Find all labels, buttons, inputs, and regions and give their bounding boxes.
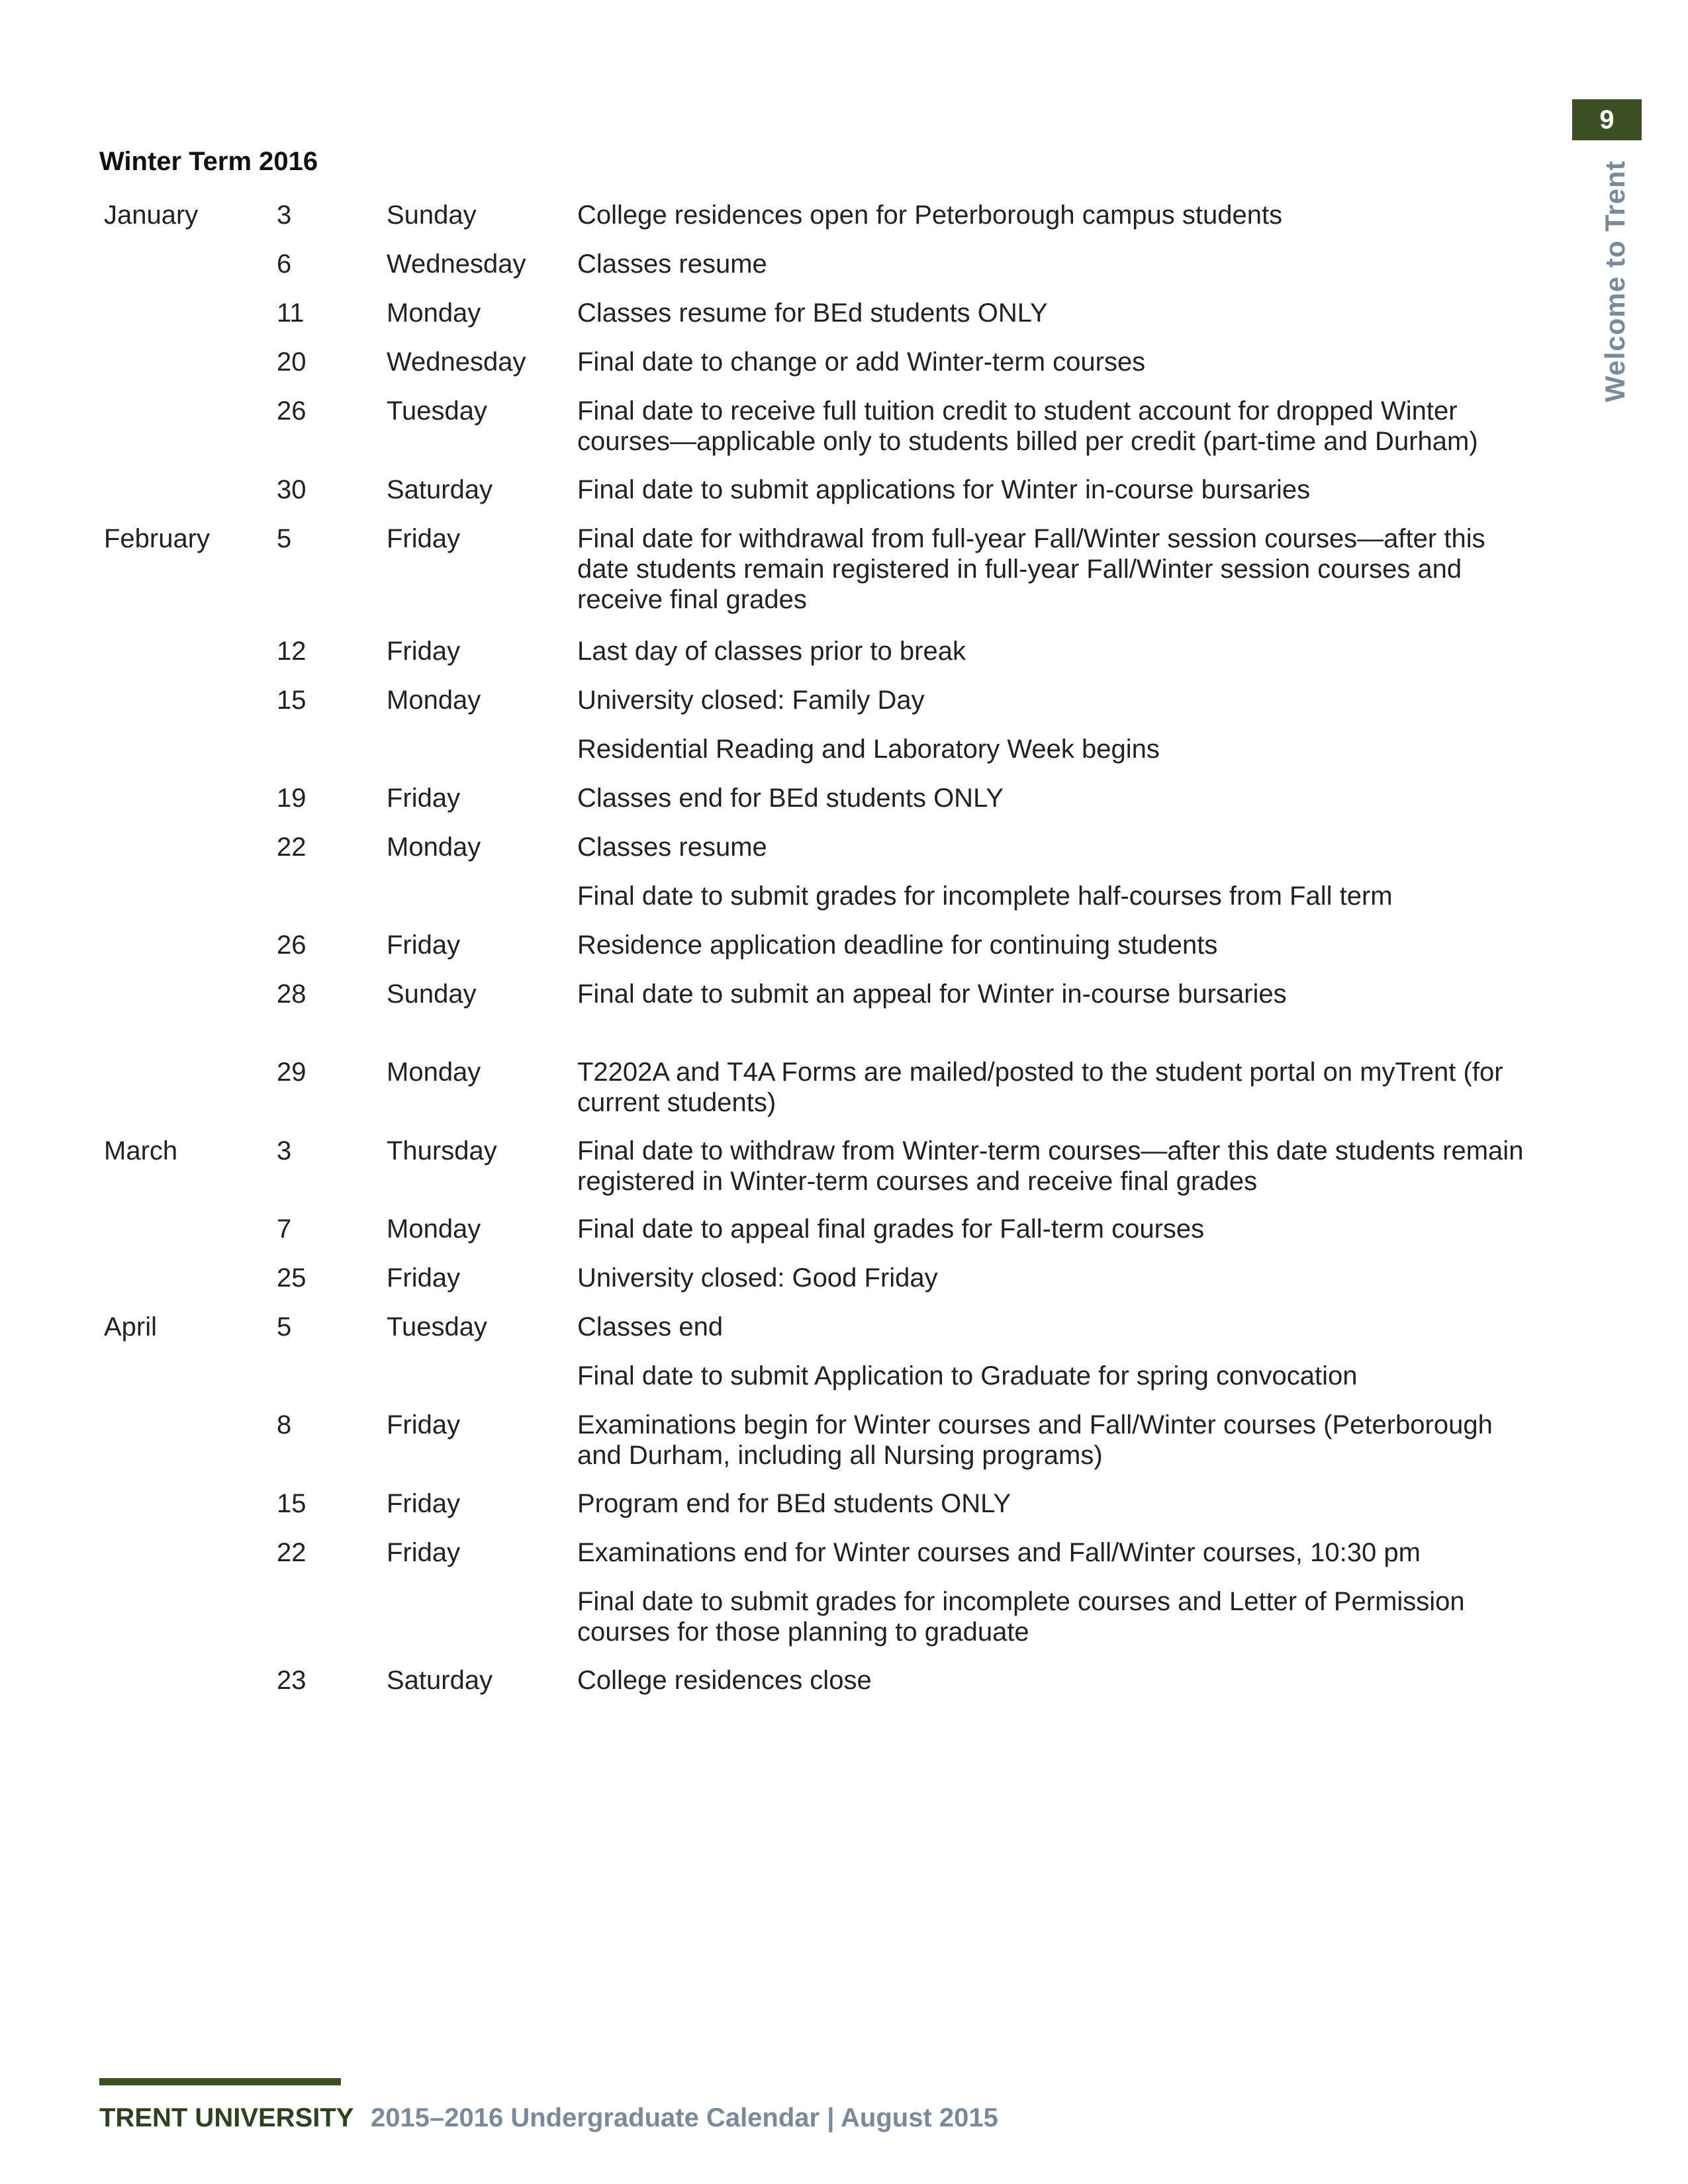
weekday-cell: Wednesday [387,347,526,377]
weekday-cell: Monday [387,298,481,328]
day-cell: 22 [277,1538,306,1567]
term-title: Winter Term 2016 [99,147,318,176]
day-cell: 22 [277,833,306,862]
weekday-cell: Wednesday [387,250,526,279]
day-cell: 20 [277,347,306,377]
day-cell: 6 [277,250,292,279]
event-cell: Final date to submit grades for incomplete half-courses from Fall term [577,882,1393,911]
weekday-cell: Monday [387,1058,481,1087]
event-cell: University closed: Good Friday [577,1263,938,1293]
month-cell: March [104,1136,178,1165]
weekday-cell: Friday [387,931,461,960]
weekday-cell: Tuesday [387,1312,487,1342]
weekday-cell: Sunday [387,201,477,230]
footer-university: TRENT UNIVERSITY [99,2103,354,2132]
weekday-cell: Monday [387,833,481,862]
event-cell: Final date to submit an appeal for Winter in-course bursaries [577,979,1287,1009]
day-cell: 5 [277,1312,292,1342]
day-cell: 28 [277,979,306,1009]
weekday-cell: Saturday [387,1666,493,1695]
event-cell: T2202A and T4A Forms are mailed/posted to the student portal on myTrent (for current students) [577,1058,1503,1117]
weekday-cell: Friday [387,1538,461,1567]
weekday-cell: Thursday [387,1136,497,1165]
weekday-cell: Friday [387,637,461,666]
footer-rule [99,2078,341,2085]
event-cell: Final date to receive full tuition credit to student account for dropped Winter courses—applicable only to students billed per credit (part-time and Durham) [577,396,1478,456]
event-cell: University closed: Family Day [577,686,925,715]
event-cell: Final date to submit grades for incomplete courses and Letter of Permission courses for those planning to graduate [577,1587,1465,1647]
event-cell: Final date to appeal final grades for Fall-term courses [577,1214,1205,1244]
event-cell: Residence application deadline for continuing students [577,931,1218,960]
month-cell: January [104,201,199,230]
event-cell: Final date for withdrawal from full-year Fall/Winter session courses—after this date students remain registered in full-year Fall/Winter session courses and receive final grades [577,524,1485,614]
day-cell: 3 [277,1136,292,1165]
event-cell: Final date to submit Application to Graduate for spring convocation [577,1361,1358,1390]
event-cell: Classes resume for BEd students ONLY [577,298,1048,328]
day-cell: 15 [277,1489,306,1518]
event-cell: Classes end for BEd students ONLY [577,784,1004,813]
page-number-badge: 9 [1572,99,1642,140]
day-cell: 15 [277,686,306,715]
weekday-cell: Friday [387,784,461,813]
day-cell: 30 [277,475,306,504]
event-cell: Final date to submit applications for Winter in-course bursaries [577,475,1311,504]
day-cell: 29 [277,1058,306,1087]
weekday-cell: Friday [387,1263,461,1293]
event-cell: College residences close [577,1666,872,1695]
event-cell: Examinations end for Winter courses and Fall/Winter courses, 10:30 pm [577,1538,1421,1567]
weekday-cell: Friday [387,524,461,553]
weekday-cell: Friday [387,1489,461,1518]
event-cell: Classes resume [577,250,767,279]
day-cell: 5 [277,524,292,553]
event-cell: Final date to change or add Winter-term courses [577,347,1146,377]
footer-calendar-info: 2015–2016 Undergraduate Calendar | August 2015 [371,2103,998,2132]
day-cell: 19 [277,784,306,813]
event-cell: Classes end [577,1312,724,1342]
event-cell: Classes resume [577,833,767,862]
weekday-cell: Tuesday [387,396,487,426]
weekday-cell: Sunday [387,979,477,1009]
event-cell: Program end for BEd students ONLY [577,1489,1011,1518]
weekday-cell: Saturday [387,475,493,504]
event-cell: Last day of classes prior to break [577,637,966,666]
day-cell: 23 [277,1666,306,1695]
month-cell: February [104,524,211,553]
event-cell: College residences open for Peterborough campus students [577,201,1283,230]
day-cell: 26 [277,396,306,426]
weekday-cell: Friday [387,1410,461,1439]
day-cell: 7 [277,1214,292,1244]
day-cell: 11 [277,298,305,328]
weekday-cell: Monday [387,686,481,715]
day-cell: 26 [277,931,306,960]
weekday-cell: Monday [387,1214,481,1244]
event-cell: Residential Reading and Laboratory Week begins [577,735,1160,764]
event-cell: Final date to withdraw from Winter-term courses—after this date students remain registered in Winter-term courses and receive final grades [577,1136,1524,1196]
day-cell: 25 [277,1263,306,1293]
day-cell: 8 [277,1410,292,1439]
month-cell: April [104,1312,158,1342]
event-cell: Examinations begin for Winter courses and Fall/Winter courses (Peterborough and Durham, including all Nursing programs) [577,1410,1493,1470]
day-cell: 3 [277,201,292,230]
day-cell: 12 [277,637,306,666]
section-side-label: Welcome to Trent [1599,160,1630,402]
